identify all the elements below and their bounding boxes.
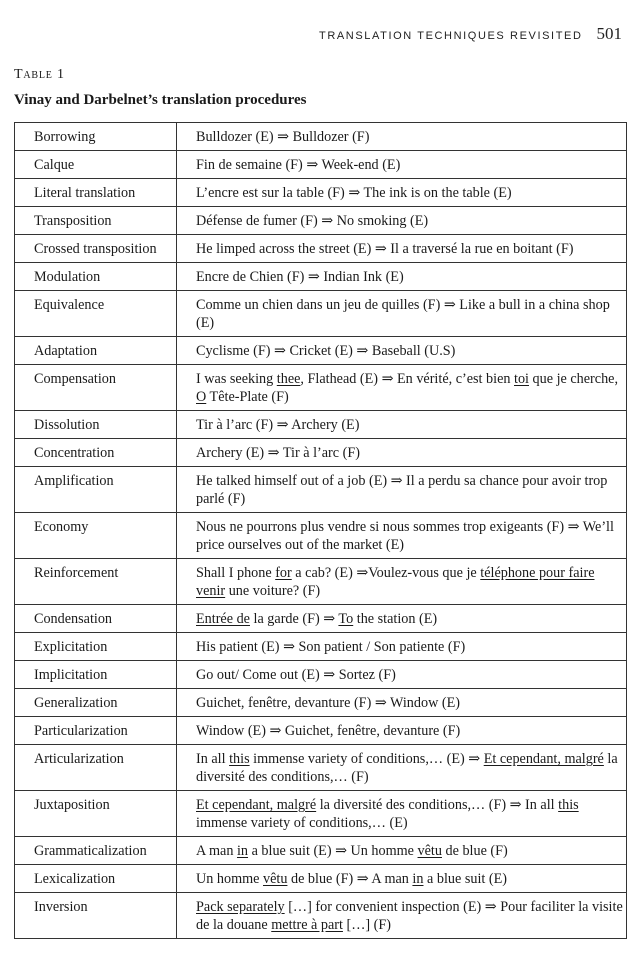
text-segment: […] for convenient inspection (E) ⇒ Pour faciliter la visite de la douane: [196, 899, 623, 933]
procedure-example: [177, 179, 627, 207]
table-row: [15, 745, 627, 791]
procedure-example: [177, 661, 627, 689]
procedure-example: [177, 513, 627, 559]
text-segment: […] (F): [342, 917, 392, 933]
text-segment: I was seeking: [196, 371, 277, 387]
procedure-term: Calque: [15, 151, 177, 179]
text-segment: la diversité des conditions,… (F): [196, 751, 618, 785]
running-title: TRANSLATION TECHNIQUES REVISITED: [319, 30, 583, 42]
text-segment: Nous ne pourrons plus vendre si nous sommes trop exigeants (F) ⇒ We’ll price ourselves out of the market (E): [196, 519, 614, 553]
text-segment: In all: [196, 751, 230, 767]
procedure-term: Compensation: [15, 365, 177, 411]
text-segment: Fin de semaine (F) ⇒ Week-end (E): [196, 157, 401, 173]
table-label: Table 1: [14, 67, 65, 82]
procedures-table: [14, 122, 627, 939]
underlined-segment: in: [236, 843, 249, 859]
table-row: [15, 893, 627, 939]
underlined-segment: Entrée de: [196, 611, 250, 627]
table-row: [15, 337, 627, 365]
running-head: [319, 24, 622, 44]
procedure-term: Juxtaposition: [15, 791, 177, 837]
table-row: [15, 291, 627, 337]
underlined-segment: Pack separately: [196, 899, 285, 915]
procedure-example: [177, 837, 627, 865]
procedure-example: [177, 467, 627, 513]
table-caption: Vinay and Darbelnet’s translation procedures: [14, 92, 307, 108]
procedure-term: Condensation: [15, 605, 177, 633]
table-row: [15, 365, 627, 411]
underlined-segment: téléphone pour faire venir: [196, 565, 595, 599]
text-segment: , Flathead (E) ⇒ En vérité, c’est bien: [300, 371, 515, 387]
text-segment: une voiture? (F): [225, 583, 321, 599]
table-row: [15, 439, 627, 467]
table-row: [15, 633, 627, 661]
page-number: 501: [596, 24, 622, 43]
text-segment: Défense de fumer (F) ⇒ No smoking (E): [196, 213, 429, 229]
text-segment: Archery (E) ⇒ Tir à l’arc (F): [196, 445, 360, 461]
procedure-example: [177, 893, 627, 939]
procedure-example: [177, 263, 627, 291]
procedure-term: Lexicalization: [15, 865, 177, 893]
table-row: [15, 179, 627, 207]
text-segment: Window (E) ⇒ Guichet, fenêtre, devanture (F): [196, 723, 461, 739]
procedure-term: Transposition: [15, 207, 177, 235]
procedure-term: Crossed transposition: [15, 235, 177, 263]
procedure-term: Generalization: [15, 689, 177, 717]
underlined-segment: mettre à part: [271, 917, 343, 933]
text-segment: a blue suit (E) ⇒ Un homme: [248, 843, 418, 859]
text-segment: de blue (F) ⇒ A man: [287, 871, 413, 887]
procedure-example: [177, 365, 627, 411]
procedure-example: [177, 717, 627, 745]
underlined-segment: this: [558, 797, 579, 813]
text-segment: immense variety of conditions,… (E): [196, 815, 408, 831]
procedure-term: Economy: [15, 513, 177, 559]
text-segment: A man: [196, 843, 237, 859]
underlined-segment: toi: [514, 371, 529, 387]
text-segment: a cab? (E) ⇒Voulez-vous que je: [291, 565, 481, 581]
text-segment: Tête-Plate (F): [206, 389, 289, 405]
procedure-term: Particularization: [15, 717, 177, 745]
text-segment: a blue suit (E): [423, 871, 507, 887]
table-row: [15, 661, 627, 689]
underlined-segment: To: [338, 611, 354, 627]
procedure-term: Grammaticalization: [15, 837, 177, 865]
table-body: [15, 123, 627, 939]
procedure-term: Concentration: [15, 439, 177, 467]
procedure-term: Literal translation: [15, 179, 177, 207]
text-segment: que je cherche,: [529, 371, 619, 387]
text-segment: Go out/ Come out (E) ⇒ Sortez (F): [196, 667, 396, 683]
procedure-term: Inversion: [15, 893, 177, 939]
underlined-segment: for: [275, 565, 292, 581]
table-row: [15, 605, 627, 633]
table-row: [15, 717, 627, 745]
underlined-segment: O: [196, 389, 207, 405]
procedure-term: Dissolution: [15, 411, 177, 439]
procedure-example: [177, 791, 627, 837]
procedure-term: Adaptation: [15, 337, 177, 365]
text-segment: His patient (E) ⇒ Son patient / Son patiente (F): [196, 639, 466, 655]
procedure-term: Borrowing: [15, 123, 177, 151]
text-segment: la diversité des conditions,… (F) ⇒ In all: [316, 797, 559, 813]
text-segment: He talked himself out of a job (E) ⇒ Il a perdu sa chance pour avoir trop parlé (F): [196, 473, 608, 507]
text-segment: the station (E): [353, 611, 438, 627]
procedure-example: [177, 605, 627, 633]
text-segment: immense variety of conditions,… (E) ⇒: [249, 751, 484, 767]
procedure-example: [177, 235, 627, 263]
table-row: [15, 689, 627, 717]
underlined-segment: Et cependant, malgré: [196, 797, 317, 813]
procedure-term: Amplification: [15, 467, 177, 513]
procedure-example: [177, 745, 627, 791]
procedure-example: [177, 439, 627, 467]
table-row: [15, 123, 627, 151]
procedure-example: [177, 865, 627, 893]
text-segment: He limped across the street (E) ⇒ Il a traversé la rue en boitant (F): [196, 241, 574, 257]
underlined-segment: vêtu: [417, 843, 442, 859]
procedure-example: [177, 151, 627, 179]
text-segment: la garde (F) ⇒: [249, 611, 339, 627]
text-segment: Un homme: [196, 871, 263, 887]
underlined-segment: vêtu: [263, 871, 288, 887]
text-segment: Tir à l’arc (F) ⇒ Archery (E): [196, 417, 360, 433]
procedure-example: [177, 411, 627, 439]
text-segment: Cyclisme (F) ⇒ Cricket (E) ⇒ Baseball (U.S): [196, 343, 456, 359]
text-segment: Guichet, fenêtre, devanture (F) ⇒ Window (E): [196, 695, 460, 711]
table-row: [15, 411, 627, 439]
text-segment: Bulldozer (E) ⇒ Bulldozer (F): [196, 129, 370, 145]
text-segment: L’encre est sur la table (F) ⇒ The ink is on the table (E): [196, 185, 512, 201]
procedure-example: [177, 559, 627, 605]
table-row: [15, 865, 627, 893]
text-segment: Shall I phone: [196, 565, 276, 581]
underlined-segment: thee: [276, 371, 301, 387]
procedure-term: Modulation: [15, 263, 177, 291]
text-segment: Comme un chien dans un jeu de quilles (F) ⇒ Like a bull in a china shop (E): [196, 297, 610, 331]
table-row: [15, 513, 627, 559]
procedure-term: Implicitation: [15, 661, 177, 689]
procedure-term: Equivalence: [15, 291, 177, 337]
table-row: [15, 467, 627, 513]
text-segment: de blue (F): [441, 843, 508, 859]
procedure-term: Articularization: [15, 745, 177, 791]
procedure-example: [177, 207, 627, 235]
table-row: [15, 263, 627, 291]
table-row: [15, 207, 627, 235]
procedure-term: Reinforcement: [15, 559, 177, 605]
table-row: [15, 235, 627, 263]
table-row: [15, 791, 627, 837]
procedure-example: [177, 337, 627, 365]
text-segment: Encre de Chien (F) ⇒ Indian Ink (E): [196, 269, 404, 285]
underlined-segment: in: [412, 871, 424, 887]
underlined-segment: Et cependant, malgré: [483, 751, 604, 767]
table-row: [15, 151, 627, 179]
procedure-example: [177, 291, 627, 337]
underlined-segment: this: [229, 751, 250, 767]
procedure-example: [177, 123, 627, 151]
procedure-example: [177, 633, 627, 661]
table-row: [15, 837, 627, 865]
table-row: [15, 559, 627, 605]
procedure-term: Explicitation: [15, 633, 177, 661]
procedure-example: [177, 689, 627, 717]
